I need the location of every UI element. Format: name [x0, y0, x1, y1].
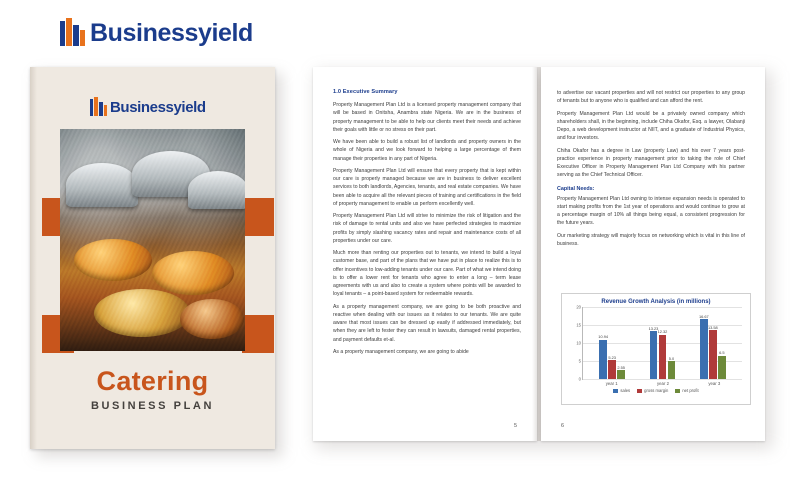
chart-bar — [698, 313, 709, 379]
paragraph: Property Management Plan Ltd would be a privately owned company which shareholders shall, in the beginning, include Chiha Okafor, Esq. a lawyer, Olabanji Depo, a web development instructor at NIIT, and a graduate of Industrial Physics, and four investors. — [557, 110, 745, 142]
paragraph: Property Management Plan Ltd is a licensed property management company that will be based in Onitsha, Anambra state Nigeria. We are in the business of property management to be able to help our clients meet their needs and achieve their goals with little or no stress on their part. — [333, 102, 521, 133]
chart-bar — [598, 334, 609, 379]
paragraph: Property Management Plan Ltd will strive to minimize the risk of litigation and the risk of damage to rental units and also we have perfected strategies to maximize profits by simply slashing vacancy rates and repair and maintenance costs of all properties under our care. — [333, 213, 521, 244]
chart-legend-swatch — [637, 389, 642, 393]
cover-brand-logo — [90, 97, 206, 117]
chart-legend-item — [637, 388, 668, 393]
section-heading: 1.0 Executive Summary — [333, 89, 398, 95]
chart-gridline — [583, 379, 742, 380]
chart-bar-group — [700, 307, 726, 379]
cover-brand-name: Businessyield — [110, 98, 206, 116]
chart-value-label: 13.23 — [648, 325, 659, 331]
revenue-growth-chart — [561, 293, 751, 405]
chart-x-tick-label: year 3 — [708, 381, 721, 386]
brand-name: Businessyield — [90, 18, 253, 47]
paragraph: Property Management Plan Ltd owning to intense expansion needs is operated to start making profits from the 1st year of operations and would continue to grow at a percentage margin of 10% all things being equal, a consistent progression for the future years. — [557, 195, 745, 227]
chart-value-label: 12.32 — [657, 329, 668, 335]
chart-y-tick-label: 15 — [576, 322, 581, 328]
bar-chart-logo-icon — [60, 18, 86, 48]
chart-value-label: 16.67 — [698, 313, 709, 319]
chart-legend-item — [675, 388, 698, 393]
chart-y-tick-label: 5 — [578, 358, 581, 364]
chart-value-label: 2.55 — [617, 364, 625, 370]
chart-legend-swatch — [675, 389, 680, 393]
chart-value-label: 5.0 — [668, 355, 675, 361]
chart-bar-groups — [583, 307, 742, 379]
paragraph: As a property management company, we are going to abide — [333, 348, 469, 355]
chart-bar-group — [650, 307, 676, 379]
chart-bar-group — [599, 307, 625, 379]
chart-legend-label: net profit — [682, 388, 699, 393]
cover-accent-block — [242, 198, 274, 236]
document-page-right — [541, 67, 765, 441]
brand-logo — [60, 18, 253, 48]
chart-bar — [617, 364, 625, 379]
page-number: 6 — [561, 423, 564, 429]
chart-bar — [608, 354, 616, 379]
catering-buffet-photo — [60, 129, 245, 351]
paragraph: Chiha Okafor has a degree in Law (property Law) and his over 7 years post-practice experience in property management prior to taking the role of Chief Executive Officer in Property Management Plan Ltd Company with his partner serving as the Chief Technical Officer. — [557, 147, 745, 179]
paragraph: We have been able to build a robust list of landlords and property owners in the whole of Nigeria and we look forward to helping a large percentage of them manage their properties in any part of Nigeria. — [333, 139, 521, 162]
document-page-left — [313, 67, 537, 441]
chart-x-tick-label: year 2 — [657, 381, 669, 386]
chart-legend-label: sales — [620, 388, 631, 393]
paragraph: As a property management company, we are going to be both proactive and reactive when dealing with our issues as it relates to our tenants. We are quite aware that most issues can be dressed up easily if addressed immediately, but when they are left to fester they can result in lawsuits, damaged rental properties, and payment defaults et-al. — [333, 303, 521, 343]
chart-value-label: 6.5 — [719, 350, 725, 356]
cover-page — [30, 67, 275, 449]
cover-subtitle: BUSINESS PLAN — [90, 400, 215, 412]
chart-legend-swatch — [613, 389, 618, 393]
chart-legend-label: gross margin — [644, 388, 669, 393]
subsection-heading: Capital Needs: — [557, 185, 595, 192]
bar-chart-logo-icon — [90, 97, 107, 117]
paragraph: to advertise our vacant properties and will not restrict our properties to any group of tenants but to anyone who is qualified and can afford the rent. — [557, 90, 745, 105]
chart-y-tick-label: 0 — [578, 376, 581, 382]
chart-bar — [707, 324, 718, 379]
chart-x-axis — [582, 380, 744, 386]
chart-bar — [718, 350, 726, 379]
paragraph: Property Management Plan Ltd will ensure that every property that is kept within our care is properly managed because we are in business to deliver excellent services to both landlords, Agencies, tenants, and real estate companies. We have been able to acquire all the relevant pieces of training and certifications in the field of property management to enable us perform excellently well. — [333, 167, 521, 207]
open-book-spread — [313, 67, 773, 449]
chart-plot-area — [576, 304, 742, 382]
cover-book — [30, 67, 283, 457]
chart-legend-item — [613, 388, 630, 393]
paragraph: Our marketing strategy will majorly focus on networking which is vital in this line of business. — [557, 232, 745, 247]
chart-bar — [657, 329, 668, 379]
chart-value-label: 13.58 — [707, 324, 718, 330]
cover-title: Catering — [96, 366, 209, 396]
chart-bar — [668, 355, 676, 379]
cover-accent-block — [242, 315, 274, 353]
chart-value-label: 5.23 — [608, 354, 616, 360]
chart-y-tick-label: 10 — [576, 340, 581, 346]
chart-bar — [648, 325, 659, 379]
chart-legend — [568, 388, 744, 393]
chart-title: Revenue Growth Analysis (in millions) — [601, 299, 711, 305]
page-number: 5 — [514, 423, 517, 429]
chart-x-tick-label: year 1 — [605, 381, 618, 386]
paragraph: Much more than renting our properties out to tenants, we intend to build a loyal customer base, and part of the plans that we have put in place to realize this is to offer incentives to low-adding tenants under our care. Part of what we intend doing is to offer a lower rent for tenants who agree to enter a long – term lease agreements with us and also to create a system where points will be awarded to loyal tenants – a point-based system for redeemable rewards. — [333, 250, 521, 298]
chart-y-tick-label: 20 — [576, 304, 581, 310]
chart-value-label: 10.94 — [598, 334, 609, 340]
